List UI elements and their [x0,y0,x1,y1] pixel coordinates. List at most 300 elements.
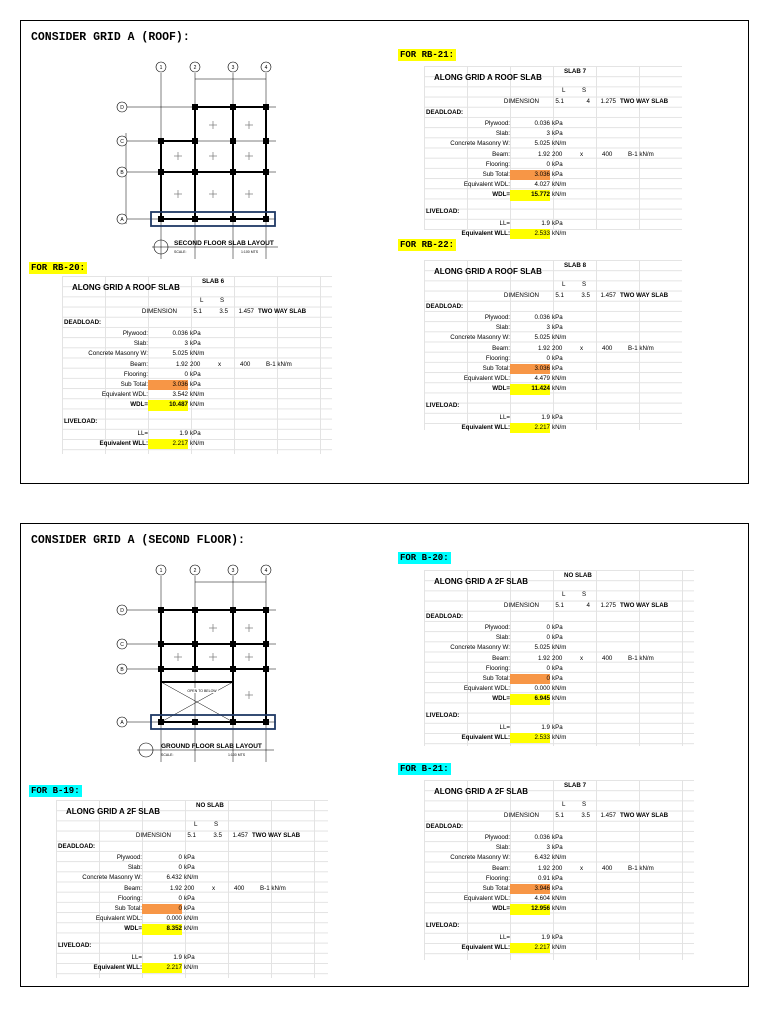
load-unit: kN/m [552,334,567,342]
load-value: 0 [178,864,182,872]
load-unit: kPa [552,675,563,682]
load-unit: kPa [552,160,563,168]
ls-header-row [424,590,694,600]
load-value: 3.036 [148,380,188,390]
s-header: S [214,821,219,828]
load-unit: kN/m [552,385,567,393]
load-row [424,313,682,323]
load-value: 12.956 [510,904,550,914]
wll-value: 2.533 [510,733,550,743]
table-title-row [424,782,694,798]
load-value: 0.036 [534,314,550,321]
beam-label: FOR B-20: [400,553,449,563]
slab-label: NO SLAB [564,572,592,579]
load-unit: kPa [552,171,563,178]
wll-row [56,963,328,973]
beam-x: x [580,344,584,352]
load-value: 0 [546,624,550,631]
table-title-row [62,278,332,294]
slab-type: TWO WAY SLAB [620,292,669,299]
load-name: Sub Total: [482,885,510,892]
load-unit: kPa [552,874,563,882]
liveload-row [424,711,694,721]
grid-number: 2 [193,568,197,574]
load-name: Concrete Masonry W: [450,644,510,652]
load-unit: kPa [184,905,195,912]
load-value: 10.487 [148,400,188,410]
load-row [424,674,694,684]
deadload-label: DEADLOAD: [64,319,102,326]
grid-number: 1 [159,65,163,71]
ll-row [56,953,328,963]
ll-unit: kPa [190,429,201,437]
beam-note: B-1 kN/m [260,884,286,892]
table-title: ALONG GRID A ROOF SLAB [434,73,542,82]
load-value: 3 [546,324,550,332]
load-name: Slab: [495,130,510,138]
plan-scale-value: 1:100 MTS [241,250,259,254]
liveload-label: LIVELOAD: [426,921,460,929]
load-value: 5.025 [534,334,550,342]
dimension-l: 5.1 [555,98,564,105]
wll-value: 2.217 [510,423,550,433]
ll-value: 1.9 [541,933,550,941]
load-unit: 200 [190,360,201,368]
load-row [424,904,694,914]
load-value: 8.352 [142,924,182,934]
load-value: 5.025 [534,644,550,652]
load-row [424,684,694,694]
dimension-row [62,307,332,317]
load-unit: kPa [552,354,563,362]
ll-row [62,429,332,439]
ll-unit: kPa [552,723,563,731]
panel-title: CONSIDER GRID A (SECOND FLOOR): [31,534,245,547]
load-unit: kPa [190,330,201,337]
dimension-label: DIMENSION [141,308,177,315]
load-row [424,694,694,704]
load-row [424,170,682,180]
load-value: 0 [178,894,182,902]
beam-x: x [218,360,222,368]
load-name: Beam: [492,344,510,352]
slab-type: TWO WAY SLAB [258,308,307,315]
load-name: Plywood: [122,330,148,337]
load-unit: kN/m [190,350,205,358]
grid-letter: D [120,608,124,614]
load-unit: kN/m [190,401,205,409]
load-row [56,873,328,883]
load-name: Plywood: [116,854,142,861]
plan-scale-label: SCALE: [161,753,174,757]
load-unit: kPa [552,324,563,332]
grid-number: 4 [264,568,268,574]
load-name: WDL= [492,905,510,913]
beam-note: B-1 kN/m [628,344,654,352]
load-value: 1.92 [537,654,550,662]
load-unit: kN/m [552,905,567,913]
load-row [424,354,682,364]
table-title-row [56,802,328,818]
load-row [424,894,694,904]
wll-unit: kN/m [552,229,567,237]
load-value: 1.92 [537,864,550,872]
load-name: Concrete Masonry W: [88,350,148,358]
wll-unit: kN/m [552,733,567,741]
load-row [424,323,682,333]
load-name: Beam: [492,654,510,662]
load-row [424,833,694,843]
ll-row [424,723,694,733]
load-name: WDL= [492,191,510,199]
ll-value: 1.9 [173,953,182,961]
ll-row [424,413,682,423]
load-value: 0 [546,664,550,672]
load-unit: kPa [184,854,195,861]
grid-number: 2 [193,65,197,71]
load-name: Equivalent WDL: [101,391,148,399]
load-row [62,380,332,390]
load-value: 1.92 [175,360,188,368]
ll-value: 1.9 [179,429,188,437]
load-unit: kPa [552,834,563,841]
load-row [424,374,682,384]
dimension-row [56,831,328,841]
liveload-row [424,401,682,411]
load-name: Concrete Masonry W: [450,854,510,862]
load-row [424,333,682,343]
wll-value: 2.533 [510,229,550,239]
load-name: Sub Total: [120,381,148,388]
load-name: Flooring: [485,664,510,672]
load-row [424,364,682,374]
second-floor-slab-layout-plan [116,59,286,269]
deadload-row [56,842,328,852]
l-header: L [200,297,204,304]
load-unit: kPa [190,370,201,378]
load-unit: kN/m [552,375,567,383]
slab-type: TWO WAY SLAB [620,98,669,105]
load-row [424,853,694,863]
load-unit: kN/m [552,895,567,903]
load-value: 4.027 [534,181,550,189]
load-value: 0 [510,674,550,684]
load-row [424,864,694,874]
load-row [424,150,682,160]
grid-letter: D [120,105,124,111]
load-table-rb-20 [62,276,332,454]
beam-depth: 400 [240,360,251,368]
liveload-row [424,921,694,931]
load-row [424,654,694,664]
load-unit: kPa [184,894,195,902]
load-row [62,390,332,400]
load-value: 4.479 [534,375,550,383]
deadload-row [424,302,682,312]
beam-label: FOR B-21: [400,764,449,774]
load-row [424,623,694,633]
load-unit: 200 [184,884,195,892]
ll-unit: kPa [184,953,195,961]
load-name: Slab: [495,634,510,642]
ll-unit: kPa [552,933,563,941]
wll-row [424,943,694,953]
load-name: Flooring: [485,160,510,168]
load-unit: kPa [552,885,563,892]
deadload-label: DEADLOAD: [426,303,464,310]
table-title-row [424,572,694,588]
ll-unit: kPa [552,219,563,227]
wll-value: 2.217 [148,439,188,449]
load-name: Slab: [495,324,510,332]
l-header: L [194,821,198,828]
beam-label: FOR RB-21: [400,50,455,60]
beam-depth: 400 [602,150,613,158]
load-name: Plywood: [484,834,510,841]
slab-type: TWO WAY SLAB [620,812,669,819]
load-row [424,180,682,190]
load-name: Beam: [124,884,142,892]
load-value: 0 [178,854,182,861]
load-value: 0 [546,634,550,642]
load-row [424,643,694,653]
ll-name: LL= [131,953,142,961]
wll-unit: kN/m [552,943,567,951]
beam-label: FOR RB-20: [31,263,86,273]
beam-note: B-1 kN/m [266,360,292,368]
load-value: 0 [142,904,182,914]
slab-type: TWO WAY SLAB [252,832,301,839]
dimension-label: DIMENSION [503,98,539,105]
load-name: Sub Total: [114,905,142,912]
load-name: Plywood: [484,624,510,631]
dimension-ratio: 1.457 [232,832,248,839]
wll-row [424,733,694,743]
dimension-label: DIMENSION [503,812,539,819]
load-row [56,904,328,914]
deadload-label: DEADLOAD: [426,613,464,620]
table-title: ALONG GRID A 2F SLAB [66,807,161,816]
load-name: Concrete Masonry W: [450,140,510,148]
deadload-label: DEADLOAD: [58,843,96,850]
dimension-l: 5.1 [555,602,564,609]
load-unit: kN/m [184,874,199,882]
plan-scale-value: 1:100 MTS [228,753,246,757]
load-row [424,139,682,149]
ll-row [424,933,694,943]
wll-unit: kN/m [552,423,567,431]
load-value: 3.946 [510,884,550,894]
l-header: L [562,281,566,288]
grid-letter: C [120,139,124,145]
grid-number: 1 [159,568,163,574]
load-row [56,914,328,924]
load-unit: kN/m [552,140,567,148]
load-unit: kPa [552,120,563,127]
load-table-b-21 [424,780,694,960]
wll-row [424,423,682,433]
ll-unit: kPa [552,413,563,421]
load-row [62,370,332,380]
load-row [424,874,694,884]
load-unit: kN/m [552,695,567,703]
deadload-label: DEADLOAD: [426,823,464,830]
wll-name: Equivalent WLL: [93,963,142,971]
beam-x: x [580,654,584,662]
dimension-row [424,601,694,611]
load-row [424,190,682,200]
dimension-ratio: 1.275 [600,602,616,609]
s-header: S [582,801,587,808]
beam-note: B-1 kN/m [628,864,654,872]
load-value: 6.432 [534,854,550,862]
load-unit: kPa [552,624,563,631]
ll-value: 1.9 [541,219,550,227]
ll-row [424,219,682,229]
load-unit: kN/m [552,191,567,199]
ls-header-row [62,296,332,306]
load-row [424,129,682,139]
ground-floor-slab-layout-plan [116,562,286,772]
load-row [424,664,694,674]
liveload-label: LIVELOAD: [64,417,98,425]
table-title-row [424,68,682,84]
load-name: Flooring: [123,370,148,378]
beam-depth: 400 [602,864,613,872]
load-row [424,344,682,354]
plan-layout-title: SECOND FLOOR SLAB LAYOUT [174,240,274,247]
dimension-label: DIMENSION [503,602,539,609]
grid-number: 3 [231,568,235,574]
load-name: Sub Total: [482,171,510,178]
load-name: Flooring: [485,874,510,882]
load-unit: kPa [552,365,563,372]
s-header: S [582,591,587,598]
grid-letter: A [120,720,124,726]
load-table-rb-21 [424,66,682,237]
dimension-s: 4 [586,98,590,105]
table-title-row [424,262,682,278]
panel-title: CONSIDER GRID A (ROOF): [31,31,190,44]
load-row [56,924,328,934]
grid-letter: C [120,642,124,648]
load-row [62,339,332,349]
ls-header-row [56,820,328,830]
l-header: L [562,87,566,94]
load-row [424,884,694,894]
liveload-label: LIVELOAD: [426,401,460,409]
load-value: 0.036 [172,330,188,337]
load-unit: kN/m [184,915,199,923]
table-title: ALONG GRID A 2F SLAB [434,577,529,586]
load-unit: kPa [552,130,563,138]
dimension-ratio: 1.457 [600,812,616,819]
load-value: 0.000 [534,685,550,693]
beam-label: FOR RB-22: [400,240,455,250]
dimension-ratio: 1.457 [238,308,254,315]
s-header: S [582,281,587,288]
load-row [424,843,694,853]
load-value: 0 [184,370,188,378]
wll-name: Equivalent WLL: [99,439,148,447]
deadload-row [424,822,694,832]
ll-name: LL= [499,219,510,227]
load-name: Equivalent WDL: [463,375,510,383]
wll-row [62,439,332,449]
load-unit: kPa [552,314,563,321]
slab-label: SLAB 6 [202,278,225,285]
load-unit: kPa [552,844,563,852]
dimension-row [424,97,682,107]
l-header: L [562,801,566,808]
load-row [56,894,328,904]
beam-x: x [580,864,584,872]
beam-x: x [580,150,584,158]
s-header: S [582,87,587,94]
liveload-label: LIVELOAD: [426,207,460,215]
load-name: Equivalent WDL: [463,895,510,903]
load-unit: 200 [552,150,563,158]
wll-value: 2.217 [510,943,550,953]
load-unit: kN/m [552,644,567,652]
load-row [424,160,682,170]
load-row [62,349,332,359]
dimension-l: 5.1 [555,292,564,299]
load-value: 0.036 [534,120,550,127]
deadload-row [424,612,694,622]
grid-letter: B [120,170,124,176]
grid-number: 3 [231,65,235,71]
load-value: 1.92 [537,150,550,158]
load-name: Flooring: [117,894,142,902]
load-name: Concrete Masonry W: [82,874,142,882]
dimension-l: 5.1 [555,812,564,819]
load-value: 11.424 [510,384,550,394]
load-unit: kN/m [552,854,567,862]
load-value: 3 [546,844,550,852]
load-unit: 200 [552,864,563,872]
load-name: Flooring: [485,354,510,362]
load-unit: kN/m [184,925,199,933]
dimension-s: 3.5 [213,832,222,839]
load-name: Equivalent WDL: [95,915,142,923]
load-row [424,633,694,643]
opening-label: OPEN TO BELOW [187,689,217,693]
load-unit: kPa [552,664,563,672]
load-name: Slab: [127,864,142,872]
load-value: 5.025 [172,350,188,358]
ll-name: LL= [499,413,510,421]
load-row [56,884,328,894]
dimension-s: 4 [586,602,590,609]
load-unit: 200 [552,344,563,352]
wll-unit: kN/m [184,963,199,971]
plan-layout-title: GROUND FLOOR SLAB LAYOUT [161,743,262,750]
load-row [56,863,328,873]
load-unit: kPa [184,864,195,872]
beam-depth: 400 [602,344,613,352]
dimension-label: DIMENSION [135,832,171,839]
ll-name: LL= [137,429,148,437]
slab-label: SLAB 7 [564,68,587,75]
dimension-s: 3.5 [581,812,590,819]
load-value: 0.91 [537,874,550,882]
load-unit: kN/m [552,181,567,189]
load-row [56,853,328,863]
ls-header-row [424,800,694,810]
load-unit: kN/m [552,685,567,693]
beam-note: B-1 kN/m [628,654,654,662]
